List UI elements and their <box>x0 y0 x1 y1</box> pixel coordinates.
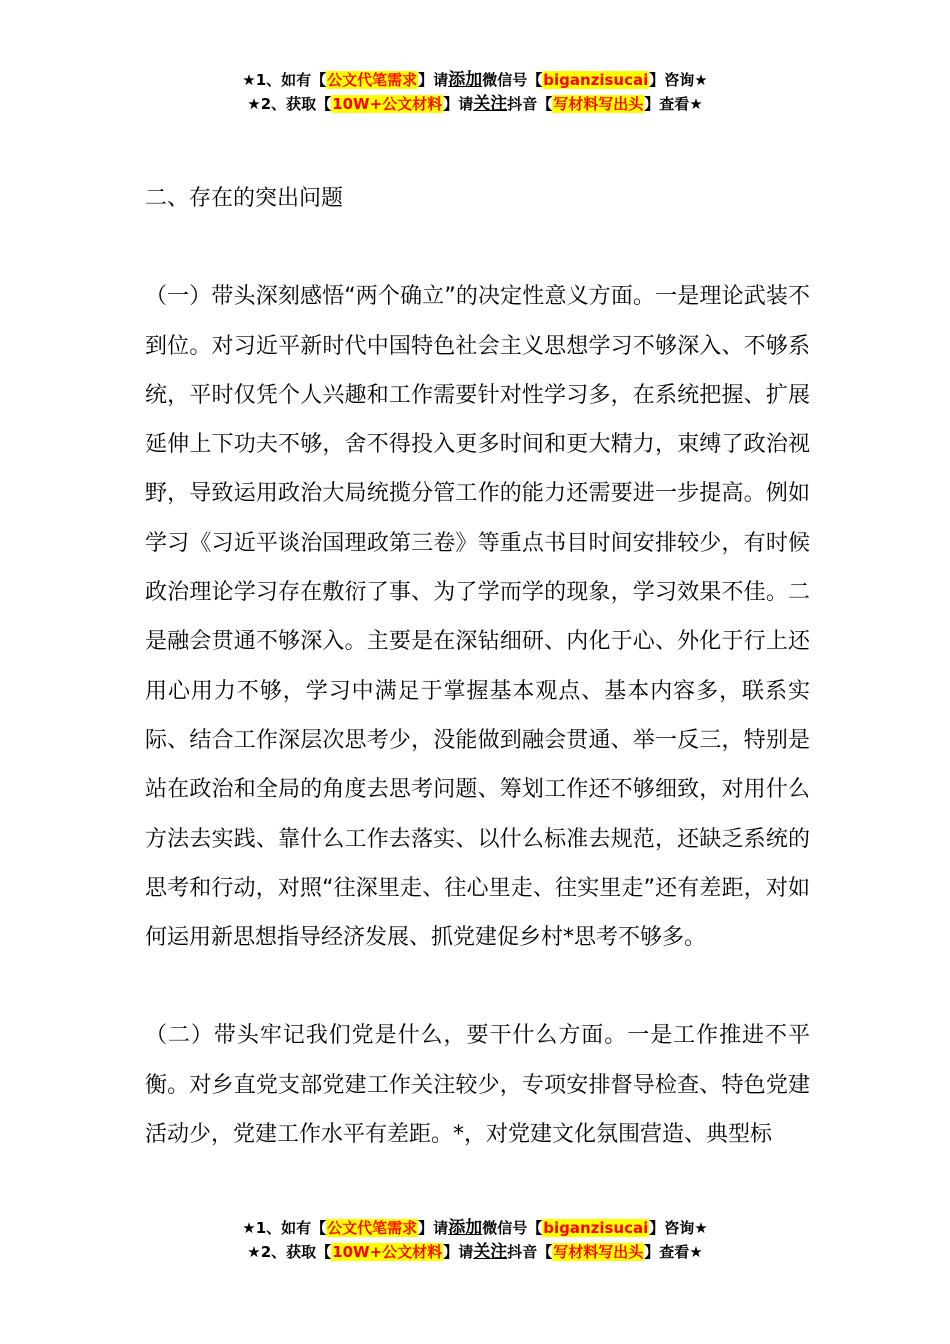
banner-line-1-prefix: ★1、如有【 <box>242 71 327 89</box>
footer-line-1-highlight-service: 公文代笔需求 <box>327 1219 418 1237</box>
footer-line-1 <box>0 1216 950 1240</box>
banner-line-2 <box>0 92 950 116</box>
section-title: 二、存在的突出问题 <box>145 186 344 211</box>
banner-line-2-mid2: 抖音【 <box>507 95 553 113</box>
document-body <box>145 174 810 1159</box>
footer-line-2-suffix: 】查看★ <box>644 1243 703 1261</box>
banner-line-1-suffix: 】咨询★ <box>649 71 708 89</box>
paragraph-1: （一）带头深刻感悟“两个确立”的决定性意义方面。一是理论武装不到位。对习近平新时代中国特色社会主义思想学习不够深入、不够系统，平时仅凭个人兴趣和工作需要针对性学习多，在系统把握、扩展延伸上下功夫不够，舍不得投入更多时间和更大精力，束缚了政治视野，导致运用政治大局统揽分管工作的能力还需要进一步提高。例如学习《习近平谈治国理政第三卷》等重点书目时间安排较少，有时候政治理论学习存在敷衍了事、为了学而学的现象，学习效果不佳。二是融会贯通不够深入。主要是在深钻细研、内化于心、外化于行上还用心用力不够，学习中满足于掌握基本观点、基本内容多，联系实际、结合工作深层次思考少，没能做到融会贯通、举一反三，特别是站在政治和全局的角度去思考问题、筹划工作还不够细致，对用什么方法去实践、靠什么工作去落实、以什么标准去规范，还缺乏系统的思考和行动，对照“往深里走、往心里走、往实里走”还有差距，对如何运用新思想指导经济发展、抓党建促乡村*思考不够多。 <box>145 284 810 951</box>
header-banner <box>0 68 950 116</box>
banner-line-1 <box>0 68 950 92</box>
footer-line-2-highlight-materials: 10W+公文材料 <box>332 1243 443 1261</box>
footer-line-1-highlight-wechat: biganzisucai <box>543 1219 649 1237</box>
footer-banner <box>0 1216 950 1264</box>
footer-line-1-mid1: 】请 <box>418 1219 449 1237</box>
footer-line-2-underlined: 关注 <box>473 1242 508 1262</box>
footer-line-1-prefix: ★1、如有【 <box>242 1219 327 1237</box>
footer-line-2-highlight-douyin: 写材料写出头 <box>553 1243 644 1261</box>
banner-line-2-highlight-materials: 10W+公文材料 <box>332 95 443 113</box>
footer-line-1-suffix: 】咨询★ <box>649 1219 708 1237</box>
footer-line-2 <box>0 1240 950 1264</box>
banner-line-1-highlight-service: 公文代笔需求 <box>327 71 418 89</box>
footer-line-2-mid2: 抖音【 <box>507 1243 553 1261</box>
banner-line-2-underlined: 关注 <box>473 94 508 114</box>
footer-line-1-underlined: 添加 <box>448 1218 483 1238</box>
banner-line-1-highlight-wechat: biganzisucai <box>543 71 649 89</box>
banner-line-2-mid1: 】请 <box>443 95 474 113</box>
banner-line-2-highlight-douyin: 写材料写出头 <box>553 95 644 113</box>
banner-line-1-underlined: 添加 <box>448 70 483 90</box>
paragraph-2: （二）带头牢记我们党是什么，要干什么方面。一是工作推进不平衡。对乡直党支部党建工作关注较少，专项安排督导检查、特色党建活动少，党建工作水平有差距。*，对党建文化氛围营造、典型标 <box>145 1023 810 1148</box>
banner-line-1-mid1: 】请 <box>418 71 449 89</box>
banner-line-1-mid2: 微信号【 <box>482 71 543 89</box>
banner-line-2-suffix: 】查看★ <box>644 95 703 113</box>
footer-line-2-prefix: ★2、获取【 <box>247 1243 332 1261</box>
banner-line-2-prefix: ★2、获取【 <box>247 95 332 113</box>
footer-line-1-mid2: 微信号【 <box>482 1219 543 1237</box>
footer-line-2-mid1: 】请 <box>443 1243 474 1261</box>
